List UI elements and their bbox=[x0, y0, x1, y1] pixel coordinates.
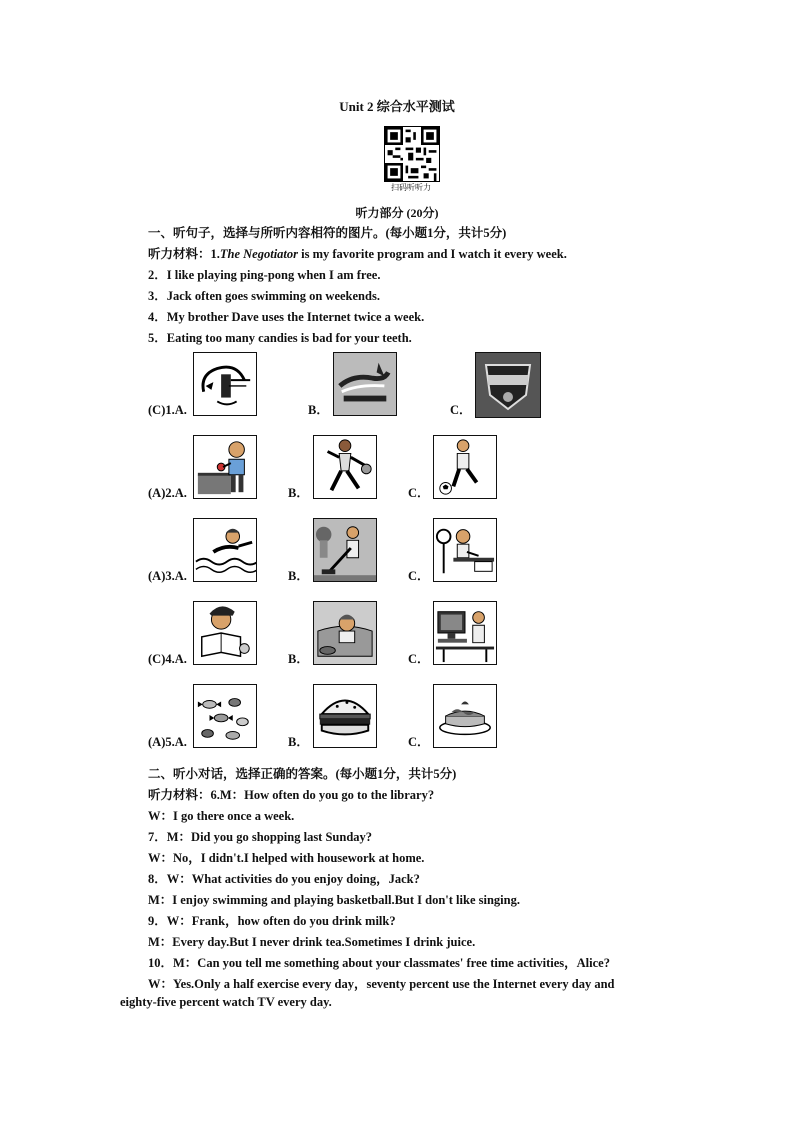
boy-doing-homework-image[interactable] bbox=[433, 518, 497, 582]
part1-sentence-5: 5．Eating too many candies is bad for your teeth. bbox=[148, 331, 412, 345]
man-using-computer-image[interactable] bbox=[433, 601, 497, 665]
question-3 bbox=[0, 516, 794, 588]
question-2-label: (A)2.A. bbox=[148, 486, 187, 500]
question-2 bbox=[0, 433, 794, 505]
tv-logo-keep-running-image[interactable] bbox=[333, 352, 397, 416]
boy-reading-book-image[interactable] bbox=[193, 601, 257, 665]
tv-logo-negotiator-image[interactable] bbox=[193, 352, 257, 416]
question-1-option-c: C． bbox=[450, 403, 472, 417]
part1-sentence-2: 2．I like playing ping-pong when I am free. bbox=[148, 268, 381, 282]
man-playing-basketball-image[interactable] bbox=[313, 435, 377, 499]
candies-image[interactable] bbox=[193, 684, 257, 748]
question-5 bbox=[0, 682, 794, 754]
dialog-line-5: 8．W：What activities do you enjoy doing，Jack? bbox=[148, 872, 420, 886]
material-label: 听力材料： bbox=[148, 247, 211, 261]
dialog-line-1: 听力材料：6.M：How often do you go to the library? bbox=[148, 788, 435, 802]
part1-sentence-3: 3．Jack often goes swimming on weekends. bbox=[148, 289, 380, 303]
dialog-line-11: eighty-five percent watch TV every day. bbox=[120, 995, 332, 1009]
question-3-option-c: C． bbox=[408, 569, 430, 583]
boy-playing-ping-pong-image[interactable] bbox=[193, 435, 257, 499]
page-title: Unit 2 综合水平测试 bbox=[339, 99, 455, 114]
qr-caption: 扫码听听力 bbox=[391, 183, 431, 192]
question-1 bbox=[0, 350, 794, 422]
dialog-line-8: M：Every day.But I never drink tea.Sometimes I drink juice. bbox=[148, 935, 476, 949]
question-1-option-b: B． bbox=[308, 403, 329, 417]
dialog-line-4: W：No，I didn't.I helped with housework at home. bbox=[148, 851, 425, 865]
part1-sentence-1 bbox=[148, 244, 567, 262]
program-title: The Negotiator bbox=[219, 247, 299, 261]
girl-on-sofa-image[interactable] bbox=[313, 601, 377, 665]
section-heading: 听力部分 (20分) bbox=[355, 206, 439, 220]
question-1-label: (C)1.A. bbox=[148, 403, 187, 417]
dialog-line-10: W：Yes.Only a half exercise every day，seventy percent use the Internet every day and bbox=[148, 977, 615, 991]
question-5-option-b: B． bbox=[288, 735, 309, 749]
dialog-line-2: W：I go there once a week. bbox=[148, 809, 295, 823]
dialog-line-9: 10．M：Can you tell me something about your classmates' free time activities，Alice? bbox=[148, 956, 610, 970]
part1-heading: 一、听句子，选择与所听内容相符的图片。(每小题1分，共计5分) bbox=[148, 226, 507, 240]
dialog-line-6: M：I enjoy swimming and playing basketball.But I don't like singing. bbox=[148, 893, 520, 907]
part2-heading: 二、听小对话，选择正确的答案。(每小题1分，共计5分) bbox=[148, 767, 457, 781]
question-5-option-c: C． bbox=[408, 735, 430, 749]
hamburger-image[interactable] bbox=[313, 684, 377, 748]
question-2-option-b: B． bbox=[288, 486, 309, 500]
tv-logo-shield-image[interactable] bbox=[475, 352, 541, 418]
question-3-option-b: B． bbox=[288, 569, 309, 583]
boy-swimming-image[interactable] bbox=[193, 518, 257, 582]
qr-code-icon bbox=[385, 127, 439, 181]
question-2-option-c: C． bbox=[408, 486, 430, 500]
sentence-1-rest: is my favorite program and I watch it every week. bbox=[298, 247, 567, 261]
question-4 bbox=[0, 599, 794, 671]
cake-image[interactable] bbox=[433, 684, 497, 748]
question-5-label: (A)5.A. bbox=[148, 735, 187, 749]
boy-playing-soccer-image[interactable] bbox=[433, 435, 497, 499]
dialog-line-3: 7．M：Did you go shopping last Sunday? bbox=[148, 830, 373, 844]
question-4-option-b: B． bbox=[288, 652, 309, 666]
sentence-1-number: 1. bbox=[210, 247, 220, 261]
question-4-label: (C)4.A. bbox=[148, 652, 187, 666]
qr-code[interactable] bbox=[384, 126, 440, 182]
question-4-option-c: C． bbox=[408, 652, 430, 666]
dialog-line-7: 9．W：Frank，how often do you drink milk? bbox=[148, 914, 396, 928]
man-vacuuming-image[interactable] bbox=[313, 518, 377, 582]
part1-sentence-4: 4．My brother Dave uses the Internet twice a week. bbox=[148, 310, 425, 324]
question-3-label: (A)3.A. bbox=[148, 569, 187, 583]
